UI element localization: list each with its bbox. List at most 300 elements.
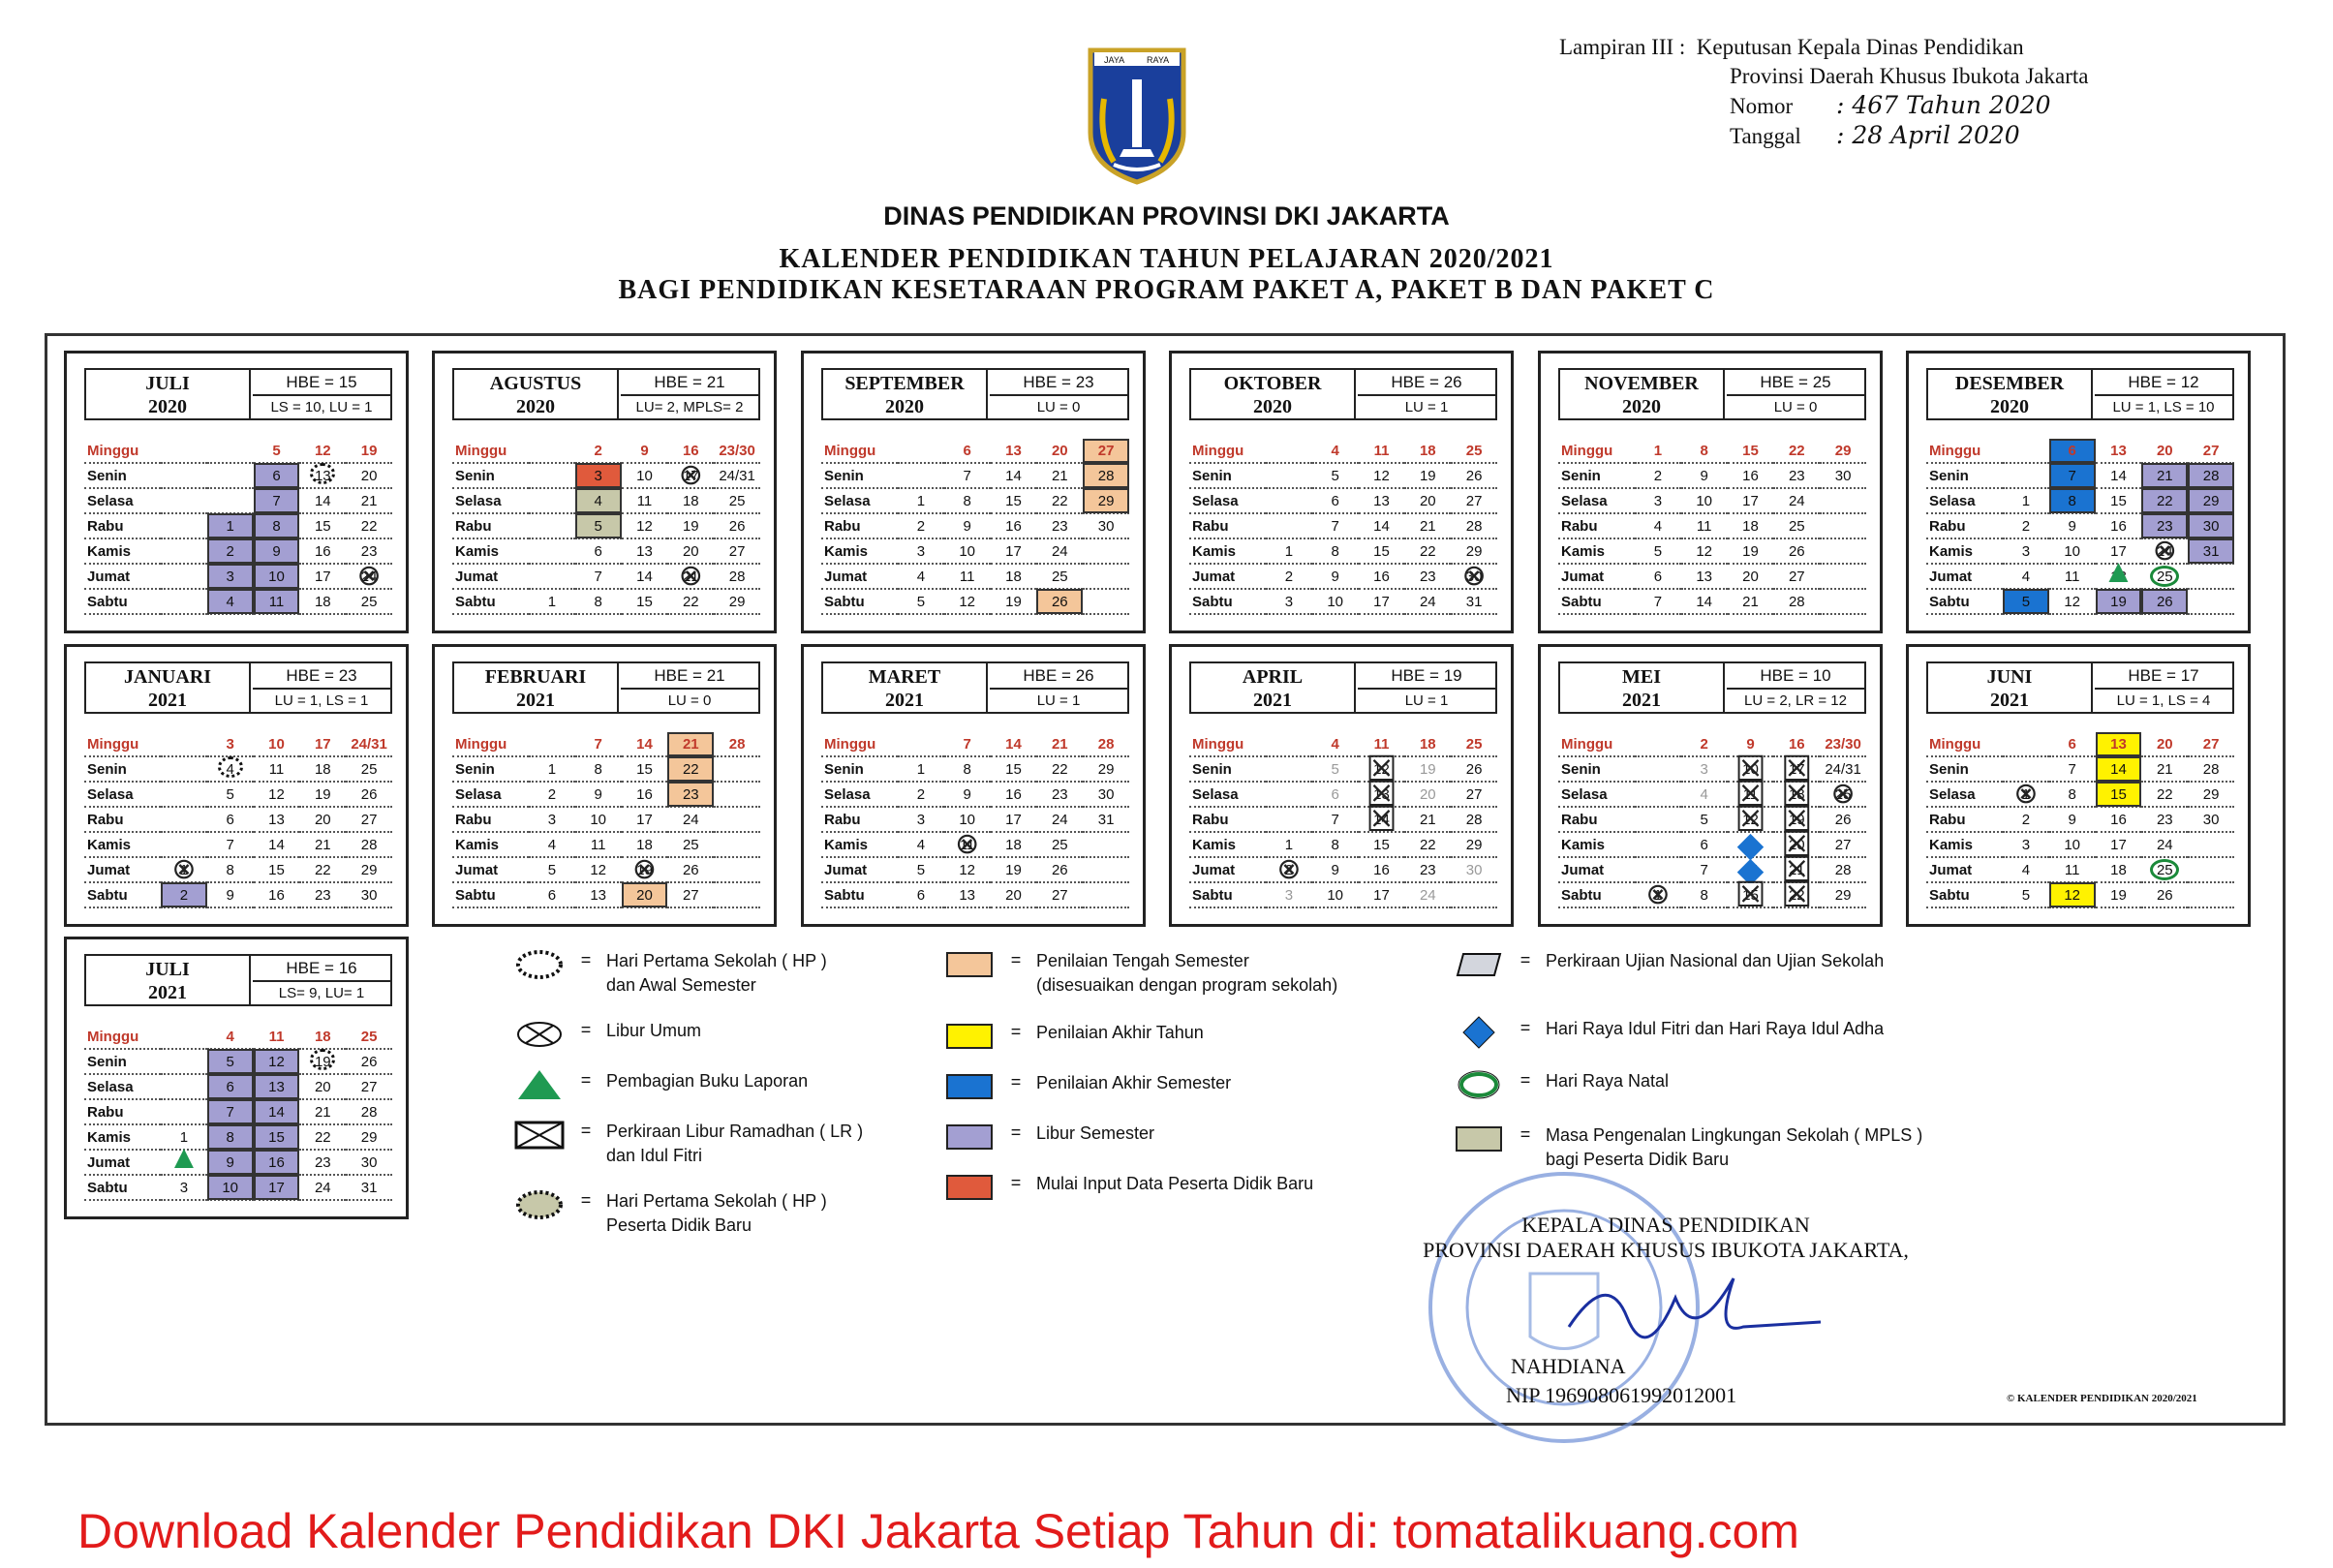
month-grid xyxy=(1926,732,2234,908)
date-cell xyxy=(1266,732,1312,756)
day-label: Jumat xyxy=(821,564,898,589)
day-label: Kamis xyxy=(1926,538,2003,564)
date-cell: 31 xyxy=(1451,589,1497,614)
week-row xyxy=(1558,439,1866,463)
date-cell: 8 xyxy=(944,756,991,782)
date-cell: 10 xyxy=(944,538,991,564)
day-label: Sabtu xyxy=(84,882,161,907)
day-label: Jumat xyxy=(84,564,161,589)
day-label: Senin xyxy=(1189,756,1266,782)
date-cell xyxy=(2003,732,2049,756)
week-row xyxy=(452,732,760,756)
date-cell: 11 xyxy=(1359,439,1405,463)
date-cell xyxy=(2003,439,2049,463)
date-cell: 9 xyxy=(622,439,668,463)
date-cell xyxy=(1820,589,1866,614)
date-cell: 7 xyxy=(1312,513,1359,538)
date-cell: 26 xyxy=(1036,589,1083,614)
date-cell: 4 xyxy=(2003,564,2049,589)
month-name xyxy=(1560,370,1725,418)
date-cell: 8 xyxy=(254,513,300,538)
circle-x-icon xyxy=(513,1019,566,1050)
date-cell: 9 xyxy=(1728,732,1774,756)
day-label: Selasa xyxy=(1189,782,1266,807)
date-cell: 13 ☒ xyxy=(1359,782,1405,807)
date-cell: 16 xyxy=(1773,732,1820,756)
date-cell: 23 xyxy=(1036,782,1083,807)
date-cell: 3 xyxy=(575,463,622,488)
date-cell: 29 xyxy=(1451,538,1497,564)
month-year: 2021 xyxy=(148,690,187,711)
week-row xyxy=(452,807,760,832)
date-cell: 20 xyxy=(622,882,668,907)
legend-text: Hari Raya Idul Fitri dan Hari Raya Idul Adha xyxy=(1546,1019,1885,1038)
legend-text: Penilaian Akhir Semester xyxy=(1036,1073,1232,1092)
week-row xyxy=(1558,463,1866,488)
date-cell xyxy=(529,564,575,589)
month-name xyxy=(1928,370,2093,418)
date-cell: 2 xyxy=(1681,732,1728,756)
date-cell: 16 xyxy=(299,538,346,564)
date-cell: 23 xyxy=(1773,463,1820,488)
date-cell: 3 xyxy=(1681,756,1728,782)
date-cell: 20 xyxy=(991,882,1037,907)
date-cell: 27 xyxy=(1451,782,1497,807)
week-row xyxy=(452,564,760,589)
date-cell: 1 xyxy=(898,756,944,782)
date-cell: 20 xyxy=(2141,732,2188,756)
week-row xyxy=(84,807,392,832)
month-name xyxy=(1560,663,1725,712)
month-year: 2020 xyxy=(1990,396,2029,417)
week-row xyxy=(84,1025,392,1049)
date-cell: 1 xyxy=(161,1124,207,1150)
date-cell: 5 xyxy=(207,782,254,807)
date-cell: 2 xyxy=(2003,807,2049,832)
legend-text: dan Idul Fitri xyxy=(606,1146,703,1165)
holiday-summary: LU = 1 xyxy=(1404,692,1449,709)
date-cell: 4 xyxy=(898,564,944,589)
day-label: Rabu xyxy=(452,807,529,832)
legend-text: Perkiraan Libur Ramadhan ( LR ) xyxy=(606,1122,864,1141)
date-cell xyxy=(1266,463,1312,488)
legend-item-ujian: = Perkiraan Ujian Nasional dan Ujian Sekolah xyxy=(1453,949,1884,980)
day-label: Kamis xyxy=(84,832,161,857)
date-cell: 22 xyxy=(2141,488,2188,513)
date-cell: 6 xyxy=(1635,564,1681,589)
date-cell: 28 xyxy=(2188,463,2234,488)
date-cell: 20 xyxy=(299,1074,346,1099)
date-cell: 22 xyxy=(2141,782,2188,807)
date-cell: 12 xyxy=(299,439,346,463)
month-header xyxy=(84,954,392,1006)
date-cell xyxy=(2003,463,2049,488)
week-row xyxy=(84,1175,392,1200)
date-cell: 5 xyxy=(529,857,575,882)
week-row xyxy=(84,857,392,882)
date-cell: 1 xyxy=(1635,439,1681,463)
tanggal-value: : 28 April 2020 xyxy=(1836,121,2020,149)
blue-swatch xyxy=(946,1074,993,1099)
date-cell: 17 xyxy=(1728,488,1774,513)
date-cell: 21 xyxy=(1036,732,1083,756)
date-cell: 20 xyxy=(1404,488,1451,513)
date-cell: 21 xyxy=(2141,756,2188,782)
day-label: Rabu xyxy=(821,513,898,538)
date-cell: 26 xyxy=(2141,589,2188,614)
month-header xyxy=(452,661,760,714)
date-cell: 16 xyxy=(1359,857,1405,882)
month-year: 2021 xyxy=(1990,690,2029,711)
day-label: Selasa xyxy=(1926,488,2003,513)
holiday-summary: LU = 0 xyxy=(1036,399,1081,415)
date-cell: 12 xyxy=(944,589,991,614)
date-cell: 25 xyxy=(346,1025,392,1049)
date-cell: 28 xyxy=(346,832,392,857)
month-header xyxy=(821,368,1129,420)
date-cell xyxy=(529,463,575,488)
date-cell: 2 xyxy=(2003,513,2049,538)
week-row xyxy=(1189,589,1497,614)
holiday-summary: LU = 1, LS = 10 xyxy=(2112,399,2215,415)
logo-text-right: RAYA xyxy=(1147,55,1170,65)
date-cell xyxy=(2188,564,2234,589)
day-label: Jumat xyxy=(1926,857,2003,882)
hbe-count: HBE = 23 xyxy=(253,663,390,690)
day-label: Selasa xyxy=(821,782,898,807)
date-cell: 7 xyxy=(207,1099,254,1124)
day-label: Rabu xyxy=(1558,807,1635,832)
month-year: 2020 xyxy=(148,396,187,417)
day-label: Senin xyxy=(84,1049,161,1074)
date-cell: 23 xyxy=(667,782,714,807)
date-cell: 19 xyxy=(299,782,346,807)
date-cell: 16 xyxy=(2096,807,2142,832)
week-row xyxy=(1926,589,2234,614)
date-cell: 17 xyxy=(254,1175,300,1200)
date-cell: 11 xyxy=(254,589,300,614)
date-cell: 12 xyxy=(2049,882,2096,907)
day-label: Minggu xyxy=(1558,732,1635,756)
date-cell: 17 xyxy=(299,564,346,589)
date-cell: 14 xyxy=(254,832,300,857)
legend-item-natal: = Hari Raya Natal xyxy=(1453,1069,1669,1100)
date-cell: 3 xyxy=(1635,488,1681,513)
day-label: Kamis xyxy=(1558,538,1635,564)
month-grid xyxy=(1558,439,1866,615)
hbe-count: HBE = 21 xyxy=(621,370,758,396)
date-cell xyxy=(161,756,207,782)
week-row xyxy=(1189,857,1497,882)
day-label: Rabu xyxy=(84,513,161,538)
day-label: Sabtu xyxy=(1558,882,1635,907)
date-cell: 4 xyxy=(1681,782,1728,807)
date-cell: 24 xyxy=(1773,488,1820,513)
legend-text: bagi Peserta Didik Baru xyxy=(1546,1150,1730,1169)
month-header xyxy=(1926,368,2234,420)
calendar-subtitle: BAGI PENDIDIKAN KESETARAAN PROGRAM PAKET A, PAKET B DAN PAKET C xyxy=(618,275,1715,305)
legend-text: Hari Pertama Sekolah ( HP ) xyxy=(606,1191,827,1211)
date-cell xyxy=(1820,564,1866,589)
date-cell: 9 xyxy=(207,1150,254,1175)
month-grid xyxy=(1558,732,1866,908)
week-row xyxy=(1189,832,1497,857)
month-grid xyxy=(452,732,760,908)
week-row xyxy=(1189,439,1497,463)
month-grid xyxy=(1926,439,2234,615)
week-row xyxy=(84,1124,392,1150)
date-cell: 21 xyxy=(667,732,714,756)
date-cell: 6 xyxy=(1681,832,1728,857)
week-row xyxy=(84,1099,392,1124)
date-cell: 30 xyxy=(2188,513,2234,538)
date-cell: 16 xyxy=(2096,513,2142,538)
date-cell: 25 xyxy=(346,756,392,782)
date-cell xyxy=(161,732,207,756)
week-row xyxy=(84,732,392,756)
date-cell xyxy=(161,782,207,807)
month-name xyxy=(86,663,251,712)
date-cell: 27 xyxy=(1083,439,1129,463)
day-label: Minggu xyxy=(452,439,529,463)
month-year: 2021 xyxy=(885,690,924,711)
week-row xyxy=(452,463,760,488)
date-cell xyxy=(898,732,944,756)
date-cell: 29 xyxy=(1820,882,1866,907)
week-row xyxy=(1558,732,1866,756)
date-cell: 14 xyxy=(622,564,668,589)
date-cell: 16 xyxy=(991,513,1037,538)
legend-text: Hari Pertama Sekolah ( HP ) xyxy=(606,951,827,970)
legend-item-pat: = Penilaian Akhir Tahun xyxy=(943,1021,1204,1052)
week-row xyxy=(821,564,1129,589)
date-cell: 7 xyxy=(2049,463,2096,488)
week-row xyxy=(452,882,760,907)
week-row xyxy=(1189,488,1497,513)
date-cell: 15 xyxy=(991,488,1037,513)
legend-text: Masa Pengenalan Lingkungan Sekolah ( MPLS ) xyxy=(1546,1125,1923,1145)
date-cell: 19 xyxy=(2096,589,2142,614)
date-cell xyxy=(2188,857,2234,882)
date-cell: 24 xyxy=(299,1175,346,1200)
day-label: Senin xyxy=(1189,463,1266,488)
date-cell: 4 xyxy=(898,832,944,857)
date-cell xyxy=(898,463,944,488)
date-cell xyxy=(161,564,207,589)
date-cell: 4 xyxy=(2003,857,2049,882)
date-cell: 8 xyxy=(1312,832,1359,857)
date-cell: 20 ☒ xyxy=(1773,832,1820,857)
week-row xyxy=(84,564,392,589)
month-september-2020 xyxy=(801,351,1146,633)
date-cell: 10 xyxy=(207,1175,254,1200)
date-cell: 29 xyxy=(346,1124,392,1150)
month-header xyxy=(1926,661,2234,714)
month-label: MARET xyxy=(868,666,941,688)
date-cell: 25 xyxy=(2141,857,2188,882)
week-row xyxy=(1558,589,1866,614)
day-label: Jumat xyxy=(821,857,898,882)
holiday-summary: LU = 0 xyxy=(667,692,712,709)
date-cell: 27 xyxy=(1036,882,1083,907)
day-label: Minggu xyxy=(1926,732,2003,756)
month-grid xyxy=(1189,732,1497,908)
day-label: Selasa xyxy=(1189,488,1266,513)
date-cell: 7 xyxy=(575,732,622,756)
date-cell: 21 xyxy=(1404,513,1451,538)
date-cell: 11 xyxy=(1359,732,1405,756)
day-label: Kamis xyxy=(84,1124,161,1150)
date-cell: 13 xyxy=(991,439,1037,463)
date-cell: 3 xyxy=(2003,832,2049,857)
week-row xyxy=(821,832,1129,857)
date-cell: 5 xyxy=(2003,882,2049,907)
date-cell: 18 xyxy=(622,832,668,857)
month-name xyxy=(823,663,988,712)
date-cell: 4 xyxy=(1635,513,1681,538)
nomor-value: : 467 Tahun 2020 xyxy=(1836,91,2051,119)
date-cell: 17 xyxy=(2096,538,2142,564)
date-cell xyxy=(529,732,575,756)
hbe-count: HBE = 19 xyxy=(1358,663,1495,690)
date-cell: 29 xyxy=(1451,832,1497,857)
month-year: 2020 xyxy=(1622,396,1661,417)
date-cell: 17 xyxy=(1359,589,1405,614)
day-label: Kamis xyxy=(1926,832,2003,857)
date-cell: 19 xyxy=(1404,463,1451,488)
date-cell: 20 xyxy=(1728,564,1774,589)
date-cell: 23 xyxy=(1036,513,1083,538)
day-label: Rabu xyxy=(1558,513,1635,538)
triangle-icon xyxy=(513,1069,566,1100)
date-cell: 5 xyxy=(898,857,944,882)
week-row xyxy=(84,1049,392,1074)
date-cell: 15 xyxy=(991,756,1037,782)
date-cell xyxy=(207,439,254,463)
date-cell: 25 xyxy=(2141,564,2188,589)
date-cell xyxy=(714,882,760,907)
signature-title2: PROVINSI DAERAH KHUSUS IBUKOTA JAKARTA, xyxy=(1423,1238,1909,1262)
week-row xyxy=(84,463,392,488)
date-cell: 30 ⊗ xyxy=(1451,564,1497,589)
legend-text: Libur Semester xyxy=(1036,1123,1155,1143)
week-row xyxy=(1558,807,1866,832)
month-label: MEI xyxy=(1622,666,1661,688)
date-cell: 18 xyxy=(2096,857,2142,882)
date-cell: 28 xyxy=(346,1099,392,1124)
date-cell: 13 xyxy=(1359,488,1405,513)
date-cell: 18 xyxy=(299,589,346,614)
day-label: Kamis xyxy=(1189,538,1266,564)
date-cell: 7 xyxy=(1635,589,1681,614)
date-cell: 7 xyxy=(944,463,991,488)
day-label: Senin xyxy=(1926,463,2003,488)
date-cell: 1 xyxy=(207,513,254,538)
date-cell: 8 xyxy=(944,488,991,513)
date-cell xyxy=(1083,564,1129,589)
date-cell xyxy=(1083,857,1129,882)
date-cell: 29 xyxy=(2188,488,2234,513)
month-grid xyxy=(84,1025,392,1201)
date-cell: 26 xyxy=(714,513,760,538)
month-oktober-2020 xyxy=(1169,351,1514,633)
month-grid xyxy=(821,732,1129,908)
date-cell xyxy=(161,1074,207,1099)
month-agustus-2020 xyxy=(432,351,777,633)
date-cell: 19 xyxy=(1404,756,1451,782)
month-label: JANUARI xyxy=(124,666,211,688)
hbe-count: HBE = 23 xyxy=(990,370,1127,396)
week-row xyxy=(452,832,760,857)
olive-swatch xyxy=(1456,1126,1502,1152)
date-cell: 4 xyxy=(575,488,622,513)
month-name xyxy=(1191,370,1356,418)
date-cell: 26 xyxy=(1451,756,1497,782)
date-cell: 31 xyxy=(2188,538,2234,564)
month-header xyxy=(84,368,392,420)
date-cell xyxy=(1820,488,1866,513)
holiday-summary: LU = 1 xyxy=(1036,692,1081,709)
week-row xyxy=(1558,564,1866,589)
date-cell xyxy=(207,488,254,513)
signature-nip: NIP 196908061992012001 xyxy=(1506,1383,1737,1407)
date-cell: 11 ⊗ xyxy=(944,832,991,857)
hbe-count: HBE = 17 xyxy=(2095,663,2232,690)
hbe-count: HBE = 26 xyxy=(990,663,1127,690)
date-cell xyxy=(1635,782,1681,807)
month-label: OKTOBER xyxy=(1223,373,1322,394)
date-cell: 10 xyxy=(1312,882,1359,907)
month-april-2021 xyxy=(1169,644,1514,927)
box-x-icon xyxy=(513,1120,566,1151)
date-cell: 25 xyxy=(346,589,392,614)
date-cell: 19 xyxy=(299,1049,346,1074)
date-cell xyxy=(1635,756,1681,782)
date-cell: 14 xyxy=(1359,513,1405,538)
day-label: Selasa xyxy=(821,488,898,513)
date-cell: 10 xyxy=(575,807,622,832)
date-cell: 24/31 xyxy=(346,732,392,756)
legend-text: Libur Umum xyxy=(606,1021,702,1040)
day-label: Kamis xyxy=(1189,832,1266,857)
date-cell: 15 xyxy=(2096,782,2142,807)
date-cell: 2 xyxy=(575,439,622,463)
week-row xyxy=(1926,756,2234,782)
date-cell: 10 xyxy=(2049,832,2096,857)
date-cell: 1 ⊗ xyxy=(1635,882,1681,907)
day-label: Senin xyxy=(84,756,161,782)
week-row xyxy=(1926,857,2234,882)
day-label: Selasa xyxy=(452,488,529,513)
date-cell: 28 xyxy=(1083,732,1129,756)
date-cell: 24 xyxy=(1404,589,1451,614)
legend-item-input-data: = Mulai Input Data Peserta Didik Baru xyxy=(943,1172,1313,1203)
date-cell: 12 xyxy=(944,857,991,882)
date-cell: 23/30 xyxy=(1820,732,1866,756)
date-cell: 8 xyxy=(575,756,622,782)
date-cell xyxy=(161,589,207,614)
month-juli-2020 xyxy=(64,351,409,633)
date-cell: 24/31 xyxy=(1820,756,1866,782)
legend-item-mpls: = Masa Pengenalan Lingkungan Sekolah ( MPLS ) bagi Peserta Didik Baru xyxy=(1453,1123,1922,1172)
date-cell: 6 xyxy=(529,882,575,907)
date-cell: 21 xyxy=(299,1099,346,1124)
week-row xyxy=(1558,513,1866,538)
month-year: 2021 xyxy=(516,690,555,711)
day-label: Selasa xyxy=(84,488,161,513)
legend-text: dan Awal Semester xyxy=(606,975,756,995)
date-cell: 23 xyxy=(1404,857,1451,882)
